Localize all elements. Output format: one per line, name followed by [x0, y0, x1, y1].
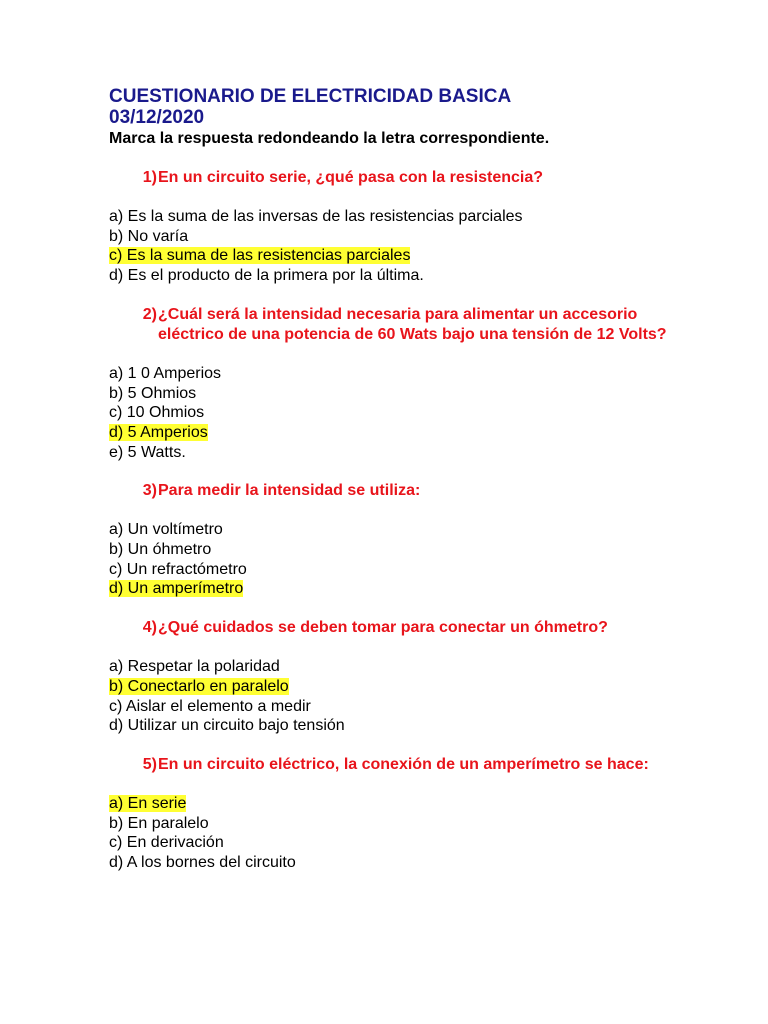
option-d: [109, 423, 729, 443]
option-text: c) Aislar el elemento a medir: [109, 697, 311, 715]
option-a: [109, 364, 729, 384]
option-b: [109, 384, 729, 404]
option-text-highlighted: d) Un amperímetro: [109, 580, 244, 598]
option-text: b) En paralelo: [109, 814, 209, 832]
option-a: [109, 207, 729, 227]
option-text: a) Un voltímetro: [109, 521, 223, 539]
question-1: [109, 168, 729, 188]
option-d: [109, 716, 729, 736]
options-list: [109, 207, 729, 286]
option-a: [109, 657, 729, 677]
option-c: [109, 403, 729, 423]
option-text-highlighted: d) 5 Amperios: [109, 423, 208, 441]
option-text-highlighted: a) En serie: [109, 794, 187, 812]
question-number: 3): [142, 482, 157, 500]
option-text: a) 1 0 Amperios: [109, 364, 222, 382]
question-2: [109, 305, 729, 345]
option-text: c) 10 Ohmios: [109, 404, 205, 422]
question-text: ¿Cuál será la intensidad necesaria para alimentar un accesorio eléctrico de una potencia de 60 Wats bajo una tensión de 12 Volts?: [158, 305, 667, 343]
question-text: ¿Qué cuidados se deben tomar para conectar un óhmetro?: [158, 619, 608, 637]
question-text: En un circuito serie, ¿qué pasa con la resistencia?: [158, 169, 544, 186]
question-5: [109, 755, 729, 775]
option-a: [109, 520, 729, 540]
option-d: [109, 579, 729, 599]
option-d: [109, 853, 729, 873]
option-text: b) 5 Ohmios: [109, 384, 197, 402]
question-number: 5): [142, 755, 157, 773]
option-text: d) Es el producto de la primera por la última.: [109, 267, 424, 285]
option-e: [109, 443, 729, 463]
option-c: [109, 560, 729, 580]
instructions-text: Marca la respuesta redondeando la letra correspondiente.: [109, 130, 550, 147]
option-a: [109, 794, 729, 814]
option-text: d) A los bornes del circuito: [109, 854, 296, 872]
question-text: En un circuito eléctrico, la conexión de un amperímetro se hace:: [158, 755, 649, 773]
option-d: [109, 266, 729, 286]
options-list: [109, 794, 729, 873]
question-number: 1): [142, 169, 157, 186]
question-block-1: [109, 168, 729, 286]
question-block-3: [109, 481, 729, 599]
document-page: [109, 86, 729, 873]
question-block-2: [109, 305, 729, 463]
option-text: e) 5 Watts.: [109, 443, 186, 461]
option-c: [109, 697, 729, 717]
options-list: [109, 657, 729, 736]
option-b: [109, 814, 729, 834]
option-b: [109, 540, 729, 560]
options-list: [109, 520, 729, 599]
question-4: [109, 618, 729, 638]
options-list: [109, 364, 729, 463]
option-text-highlighted: c) Es la suma de las resistencias parciales: [109, 247, 411, 265]
document-date: 03/12/2020: [109, 107, 205, 128]
question-text: Para medir la intensidad se utiliza:: [158, 482, 421, 500]
option-text: c) Un refractómetro: [109, 560, 247, 578]
option-c: [109, 246, 729, 266]
option-text: a) Es la suma de las inversas de las resistencias parciales: [109, 208, 523, 225]
question-block-4: [109, 618, 729, 736]
option-text: b) No varía: [109, 227, 189, 245]
option-text: a) Respetar la polaridad: [109, 658, 280, 676]
question-number: 2): [142, 305, 157, 323]
option-b: [109, 227, 729, 247]
document-title: CUESTIONARIO DE ELECTRICIDAD BASICA: [109, 86, 512, 107]
question-3: [109, 481, 729, 501]
option-c: [109, 833, 729, 853]
option-b: [109, 677, 729, 697]
question-block-5: [109, 755, 729, 873]
option-text-highlighted: b) Conectarlo en paralelo: [109, 677, 289, 695]
question-number: 4): [142, 619, 157, 637]
option-text: d) Utilizar un circuito bajo tensión: [109, 717, 345, 735]
option-text: c) En derivación: [109, 834, 224, 852]
option-text: b) Un óhmetro: [109, 541, 212, 559]
